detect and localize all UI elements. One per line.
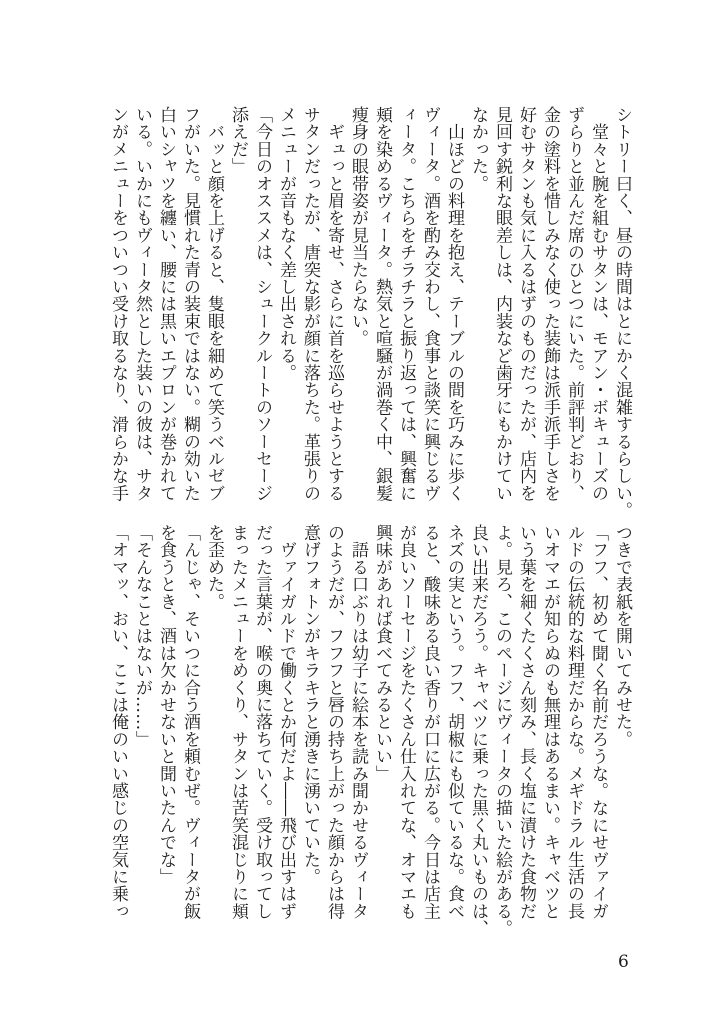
- text-line: のようだが、フフフと唇の持ち上がった顔からは得: [324, 524, 344, 920]
- text-block-top: [106, 106, 634, 519]
- text-line: 興味があれば食べてみるといい」: [372, 524, 392, 782]
- text-line: 「今日のオススメは、シュークルートのソーセージ: [252, 106, 272, 502]
- text-line: だった言葉が、喉の奥に落ちていく。受け取ってし: [252, 524, 272, 920]
- text-line: ギュっと眉を寄せ、さらに首を巡らせようとする: [324, 106, 344, 502]
- text-line: ずらりと並んだ席のひとつにいた。前評判どおり、: [564, 106, 584, 502]
- text-line: ネズの実という。フフ、胡椒にも似ているな。食べ: [444, 524, 464, 920]
- text-line: を食うとき、酒は欠かせないと聞いたんでな」: [156, 524, 176, 886]
- text-line: ヴィータ。酒を酌み交わし、食事と談笑に興じるヴ: [420, 106, 440, 502]
- text-line: ィータ。こちらをチラチラと振り返っては、興奮に: [396, 106, 416, 502]
- text-line: ると、酸味ある良い香りが口に広がる。今日は店主: [420, 524, 440, 920]
- text-line: いオマエが知らぬのも無理はあるまい。キャベツと: [540, 524, 560, 920]
- text-line: 金の塗料を惜しみなく使った装飾は派手派手しさを: [540, 106, 560, 502]
- text-line: ルドの伝統的な料理だからな。メギドラル生活の長: [564, 524, 584, 920]
- text-line: いう葉を細くたくさん刻み、長く塩に漬けた食物だ: [516, 524, 536, 920]
- text-line: 堂々と腕を組むサタンは、モアン・ボキューズの: [588, 106, 608, 502]
- text-line: 痩身の眼帯姿が見当たらない。: [348, 106, 368, 347]
- text-line: 意げフォトンがキラキラと湧きに湧いていた。: [300, 524, 320, 886]
- page-number: 6: [618, 952, 629, 972]
- text-line: つきで表紙を開いてみせた。: [612, 524, 632, 748]
- text-line: を歪めた。: [204, 524, 224, 610]
- text-line: 見回す鋭利な眼差しは、内装など歯牙にもかけてい: [492, 106, 512, 502]
- text-line: ヴァイガルドで働くとか何だよ――飛び出すはず: [276, 524, 296, 920]
- text-line: 白いシャツを纏い、腰には黒いエプロンが巻かれて: [156, 106, 176, 502]
- text-line: いる。いかにもヴィータ然とした装いの彼は、サタ: [132, 106, 152, 502]
- text-line: が良いソーセージをたくさん仕入れてな、オマエも: [396, 524, 416, 920]
- text-line: フがいた。見慣れた青の装束ではない。糊の効いた: [180, 106, 200, 502]
- text-line: 語る口ぶりは幼子に絵本を読み聞かせるヴィータ: [348, 524, 368, 920]
- text-line: ンがメニューをついつい受け取るなり、滑らかな手: [108, 106, 128, 502]
- text-line: 「オマッ、おい、ここは俺のいい感じの空気に乗っ: [108, 524, 128, 920]
- text-line: 好むサタンも気に入るはずのものだったが、店内を: [516, 106, 536, 502]
- text-line: メニューが音もなく差し出される。: [276, 106, 296, 382]
- text-line: 山ほどの料理を抱え、テーブルの間を巧みに歩く: [444, 106, 464, 502]
- text-line: 「そんなことはないが……」: [132, 524, 152, 748]
- text-block-bottom: [106, 524, 634, 937]
- text-line: シトリー曰く、昼の時間はとにかく混雑するらしい。: [612, 106, 632, 519]
- text-line: よ。見ろ、このページにヴィータの描いた絵がある。: [492, 524, 512, 937]
- text-line: まったメニューをめくり、サタンは苦笑混じりに頬: [228, 524, 248, 920]
- text-line: サタンだったが、唐突な影が顔に落ちた。革張りの: [300, 106, 320, 502]
- text-line: 頬を染めるヴィータ。熱気と喧騒が渦巻く中、銀髪: [372, 106, 392, 502]
- text-line: バッと顔を上げると、隻眼を細めて笑うベルゼブ: [204, 106, 224, 502]
- text-line: 「フフ、初めて聞く名前だろうな。なにせヴァイガ: [588, 524, 608, 920]
- text-line: 良い出来だろう。キャベツに乗った黒く丸いものは、: [468, 524, 488, 937]
- text-line: 添えだ」: [228, 106, 248, 175]
- text-line: なかった。: [468, 106, 488, 192]
- text-line: 「んじゃ、そいつに合う酒を頼むぜ。ヴィータが飯: [180, 524, 200, 920]
